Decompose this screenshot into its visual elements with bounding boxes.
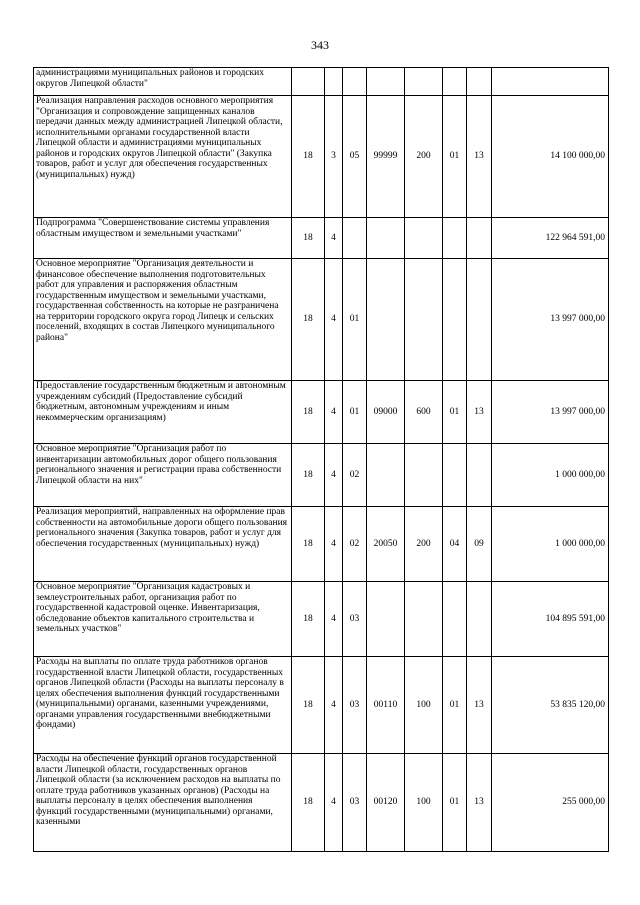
code-5 — [405, 259, 443, 381]
table-row — [34, 582, 609, 657]
code-3: 02 — [343, 444, 367, 507]
code-7: 13 — [467, 754, 492, 852]
row-amount: 14 100 000,00 — [492, 96, 609, 218]
code-4 — [367, 582, 405, 657]
code-5: 200 — [405, 507, 443, 582]
code-4 — [367, 68, 405, 96]
table-row — [34, 754, 609, 852]
table-row — [34, 218, 609, 259]
row-description: администрациями муниципальных районов и городских округов Липецкой области" — [34, 68, 292, 96]
code-3: 03 — [343, 754, 367, 852]
code-1: 18 — [292, 582, 325, 657]
code-2 — [325, 68, 343, 96]
code-3: 05 — [343, 96, 367, 218]
code-3: 01 — [343, 381, 367, 444]
row-amount: 1 000 000,00 — [492, 507, 609, 582]
code-5 — [405, 218, 443, 259]
table-row — [34, 68, 609, 96]
code-6 — [443, 259, 467, 381]
code-6: 01 — [443, 657, 467, 754]
row-amount: 53 835 120,00 — [492, 657, 609, 754]
code-7: 09 — [467, 507, 492, 582]
row-amount: 104 895 591,00 — [492, 582, 609, 657]
code-3 — [343, 218, 367, 259]
code-7: 13 — [467, 657, 492, 754]
code-3 — [343, 68, 367, 96]
code-6 — [443, 444, 467, 507]
code-2: 4 — [325, 444, 343, 507]
code-5: 100 — [405, 657, 443, 754]
table-row — [34, 259, 609, 381]
row-description: Реализация мероприятий, направленных на оформление прав собственности на автомобильные дороги общего пользования регионального значения (Закупка товаров, работ и услуг для обеспечения государственных (муниципальных) нужд) — [34, 507, 292, 582]
code-6 — [443, 68, 467, 96]
row-description: Основное мероприятие "Организация работ по инвентаризации автомобильных дорог общего пользования регионального значения и регистрации права собственности Липецкой области на них" — [34, 444, 292, 507]
row-amount: 13 997 000,00 — [492, 381, 609, 444]
code-3: 03 — [343, 582, 367, 657]
code-4: 00110 — [367, 657, 405, 754]
code-3: 01 — [343, 259, 367, 381]
row-description: Реализация направления расходов основного мероприятия "Организация и сопровождение защищенных каналов передачи данных между администрацией Липецкой области, исполнительными органами государственной власти Липецкой области и администрациями муниципальных районов и городских округов Липецкой области" (Закупка товаров, работ и услуг для обеспечения государственных (муниципальных) нужд) — [34, 96, 292, 218]
row-description: Расходы на обеспечение функций органов государственной власти Липецкой области, государственных органов Липецкой области (за исключением расходов на выплаты по оплате труда работников указанных органов) (Расходы на выплаты персоналу в целях обеспечения выполнения функций государственными (муниципальными) органами, казенными — [34, 754, 292, 852]
code-1: 18 — [292, 381, 325, 444]
code-6: 04 — [443, 507, 467, 582]
code-1: 18 — [292, 444, 325, 507]
page-number: 343 — [311, 38, 329, 52]
row-amount: 122 964 591,00 — [492, 218, 609, 259]
row-description: Основное мероприятие "Организация деятельности и финансовое обеспечение выполнения подготовительных работ для управления и распоряжения областным государственным имуществом и земельными участками, государственная собственность на которые не разграничена на территории городского округа город Липецк и сельских поселений, входящих в состав Липецкого муниципального района" — [34, 259, 292, 381]
code-3: 03 — [343, 657, 367, 754]
code-4: 20050 — [367, 507, 405, 582]
code-1: 18 — [292, 754, 325, 852]
code-4: 99999 — [367, 96, 405, 218]
code-4: 09000 — [367, 381, 405, 444]
row-amount: 1 000 000,00 — [492, 444, 609, 507]
code-1: 18 — [292, 96, 325, 218]
code-2: 4 — [325, 754, 343, 852]
table-body — [34, 68, 609, 852]
code-5 — [405, 444, 443, 507]
code-2: 4 — [325, 657, 343, 754]
code-1 — [292, 68, 325, 96]
code-7 — [467, 259, 492, 381]
code-1: 18 — [292, 507, 325, 582]
code-4: 00120 — [367, 754, 405, 852]
row-description: Предоставление государственным бюджетным и автономным учреждениям субсидий (Предоставление субсидий бюджетным, автономным учреждениям и иным некоммерческим организациям) — [34, 381, 292, 444]
code-6: 01 — [443, 754, 467, 852]
code-2: 4 — [325, 259, 343, 381]
code-5: 600 — [405, 381, 443, 444]
code-4 — [367, 218, 405, 259]
code-1: 18 — [292, 218, 325, 259]
code-2: 4 — [325, 381, 343, 444]
code-2: 4 — [325, 507, 343, 582]
code-7 — [467, 68, 492, 96]
code-3: 02 — [343, 507, 367, 582]
code-5: 100 — [405, 754, 443, 852]
table-row — [34, 444, 609, 507]
table-row — [34, 507, 609, 582]
code-5 — [405, 582, 443, 657]
code-7 — [467, 582, 492, 657]
code-1: 18 — [292, 657, 325, 754]
code-1: 18 — [292, 259, 325, 381]
table-row — [34, 381, 609, 444]
code-6: 01 — [443, 96, 467, 218]
table-row — [34, 96, 609, 218]
code-7: 13 — [467, 381, 492, 444]
row-description: Расходы на выплаты по оплате труда работников органов государственной власти Липецкой области, государственных органов Липецкой области (Расходы на выплаты персоналу в целях обеспечения выполнения функций государственными (муниципальными) органами, казенными учреждениями, органами управления государственными внебюджетными фондами) — [34, 657, 292, 754]
code-2: 4 — [325, 582, 343, 657]
code-2: 4 — [325, 218, 343, 259]
code-4 — [367, 259, 405, 381]
row-description: Подпрограмма "Совершенствование системы управления областным имуществом и земельными участками" — [34, 218, 292, 259]
code-4 — [367, 444, 405, 507]
code-6: 01 — [443, 381, 467, 444]
row-amount: 13 997 000,00 — [492, 259, 609, 381]
code-5: 200 — [405, 96, 443, 218]
code-6 — [443, 582, 467, 657]
row-amount — [492, 68, 609, 96]
row-amount: 255 000,00 — [492, 754, 609, 852]
row-description: Основное мероприятие "Организация кадастровых и землеустроительных работ, организация работ по государственной кадастровой оценке. Инвентаризация, обследование объектов капитального строительства и земельных участков" — [34, 582, 292, 657]
code-7 — [467, 444, 492, 507]
code-5 — [405, 68, 443, 96]
budget-table — [33, 67, 609, 852]
code-7 — [467, 218, 492, 259]
table-row — [34, 657, 609, 754]
code-7: 13 — [467, 96, 492, 218]
code-6 — [443, 218, 467, 259]
code-2: 3 — [325, 96, 343, 218]
